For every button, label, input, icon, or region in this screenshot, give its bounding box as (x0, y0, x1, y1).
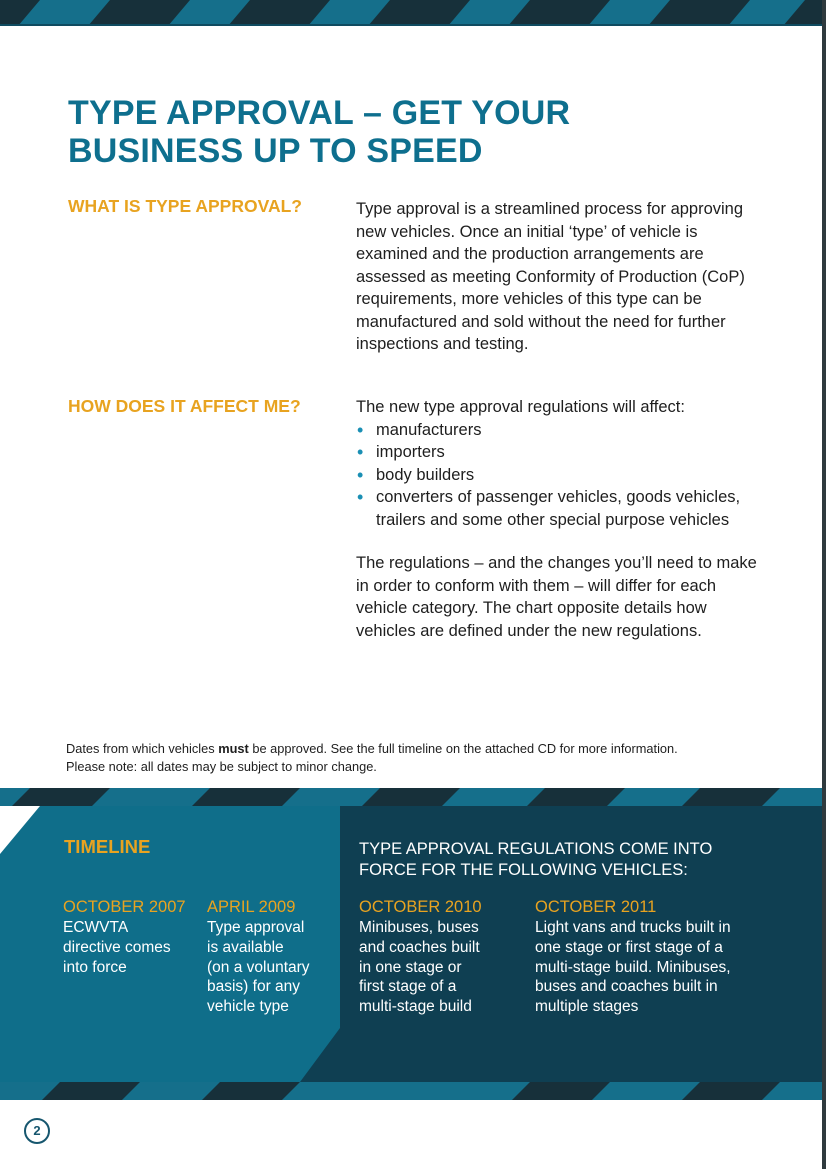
timeline-description: Light vans and trucks built in one stage or first stage of a multi-stage build. Minibuses, buses and coaches built in multiple stages (535, 919, 731, 1016)
emphasis-must: must (218, 741, 249, 756)
top-stripe-band (0, 0, 826, 26)
timeline-entry-october-2007 (63, 897, 186, 977)
timeline-date: OCTOBER 2011 (535, 898, 657, 916)
what-is-paragraph: Type approval is a streamlined process for approving new vehicles. Once an initial ‘type’ of vehicle is examined and the production arrangements are assessed as meeting Conformity of Production (CoP) requirements, more vehicles of this type can be manufactured and sold without the need for further inspections and testing. (356, 200, 745, 353)
timeline-description: Type approval is available (on a voluntary basis) for any vehicle type (207, 919, 310, 1016)
dates-note-line-2: Please note: all dates may be subject to minor change. (66, 759, 377, 774)
timeline-heading: TIMELINE (64, 836, 151, 857)
bullet-icon: • (357, 487, 364, 507)
top-stripe-graphic (0, 0, 826, 26)
affect-body (356, 396, 766, 531)
what-is-body (356, 198, 766, 356)
page-edge-shadow (822, 0, 826, 1169)
timeline-date: OCTOBER 2007 (63, 898, 186, 916)
list-item: • manufacturers (357, 419, 482, 440)
page-title-line-2: BUSINESS UP TO SPEED (68, 132, 483, 170)
list-item: • body builders (357, 464, 475, 485)
timeline-date: OCTOBER 2010 (359, 898, 482, 916)
page-number-badge: 2 (24, 1118, 50, 1144)
force-heading (359, 839, 789, 881)
page-title-line-1: TYPE APPROVAL – GET YOUR (68, 94, 571, 132)
force-heading-line-2: FORCE FOR THE FOLLOWING VEHICLES: (359, 861, 688, 879)
timeline-entry-october-2011 (535, 897, 731, 1017)
bullet-icon: • (357, 442, 364, 462)
list-item: • converters of passenger vehicles, goods vehicles, trailers and some other special purpose vehicles (357, 487, 741, 529)
timeline-description: Minibuses, buses and coaches built in one stage or first stage of a multi-stage build (359, 919, 480, 1016)
timeline-date: APRIL 2009 (207, 898, 296, 916)
page-title (68, 94, 768, 170)
affected-parties-list (356, 419, 766, 532)
affect-heading: HOW DOES IT AFFECT ME? (68, 396, 301, 416)
force-heading-line-1: TYPE APPROVAL REGULATIONS COME INTO (359, 840, 713, 858)
list-item: • importers (357, 442, 445, 462)
bullet-icon: • (357, 464, 364, 485)
timeline-entry-october-2010 (359, 897, 482, 1017)
affect-closing-paragraph: The regulations – and the changes you’ll need to make in order to conform with them – will differ for each vehicle category. The chart opposite details how vehicles are defined under the new regulations. (356, 554, 757, 640)
dates-note (66, 740, 786, 776)
affect-closing (356, 552, 766, 642)
what-is-heading: WHAT IS TYPE APPROVAL? (68, 196, 302, 216)
bullet-icon: • (357, 419, 364, 440)
timeline-entry-april-2009 (207, 897, 310, 1017)
timeline-description: ECWVTA directive comes into force (63, 919, 171, 976)
dates-note-line-1: Dates from which vehicles must be approved. See the full timeline on the attached CD for more information. (66, 741, 678, 756)
affect-intro: The new type approval regulations will affect: (356, 398, 685, 416)
